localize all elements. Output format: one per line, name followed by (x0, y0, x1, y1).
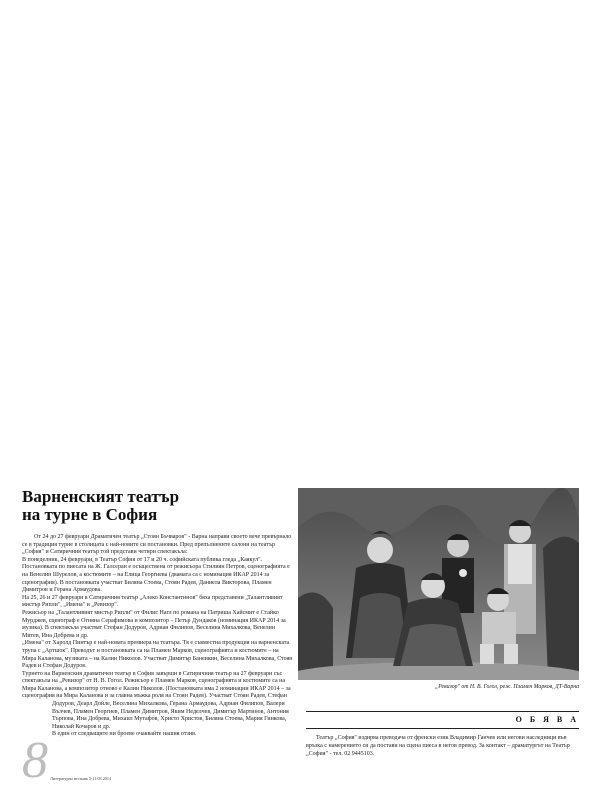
headline-line-1: Варненският театър (22, 487, 180, 506)
article-paragraph: На 25, 26 и 27 февруари в Сатиричния театър „Алеко Константинов" бяха представени „Талантливият мистър Рипли", „Имена" и „Ревизор". (22, 594, 283, 609)
article-paragraph: Режисьор на „Талантливият мистър Рипли" от Филис Нагл по романа на Патриша Хайсмит е Стайко Мурджев, сценограф е Огняна Серафимова и композитор – Петър Дундаков (номинация ИКАР 2014 за музика). В спектакъла участват Стефан Додуров, Адриан Филипов, Веселина Михалкова, Венелин Митев, Ина Добрева и др. (22, 609, 286, 639)
article-paragraph: Додуров, Деарл Дойле, Веселина Михалкова, Герана Армаудова, Адриан Филипов, Валери Вълчев, Пламен Георгиев, Пламен Димитров, Яким Неделчев, Димитър Мартинов, Антония Търпова, Ина Добрева, Михаил Мутафов, Христо Христов, Биляна Стоева, Мария Гинкова, Николай Кочаров и др. (52, 701, 289, 730)
article-body (22, 534, 294, 739)
play-photo (298, 488, 579, 680)
article-paragraph: В понеделник, 24 февруари, в Театър София от 17 и 20 ч. софийската публика гледа „Каякул". Постановката по пиесата на Ж. Галсеран е осъществена от режисьора Стилиян Петров, сценографията е на Венелин Шурелов, а костюмите – на Елица Георгиева (двамата са с номинация ИКАР 2014 за сценография). В постановката участват Биляна Стоева, Стоян Радев, Даниела Викторова, Пламен Димитров и Герана Армаудова. (22, 556, 290, 594)
article-paragraph: „Имена" от Харолд Пинтър е най-новата премиера на театъра. Тя е съвместна продукция на варненската трупа с „Артшок". Преводът и постановката са на Пламен Марков, сценографията и костюмите – на Мира Каланова, музиката – на Калин Николов. Участват Димитър Банеикин, Веселина Михалкова, Стоян Радев и Стефан Додуров. (22, 640, 293, 670)
page-number: 8 (22, 732, 48, 789)
photo-caption: „Ревизор" от Н. В. Гогол, реж. Пламен Марков, ДТ-Варна (434, 684, 579, 690)
article-paragraph: В един от следващите ни броеве очаквайте нашия отзив. (52, 731, 197, 738)
article-headline (22, 488, 294, 524)
article-paragraph: От 24 до 27 февруари Драматичен театър „Стоян Бъчваров" - Варна направи своето вече превърнало се в традиция турне в столицата с най-новите си постановки. Пред препълнените салони на театър „София" и Сатиричния театър той представи четири спектакъла: (22, 534, 292, 556)
notice-bottom-rule (306, 728, 579, 729)
notice-body (306, 735, 579, 758)
article (22, 488, 294, 739)
stage-scene-illustration (298, 488, 579, 680)
article-paragraph: Турнето на Варненския драматичен театър в София завърши в Сатиричния театър на 27 февруари със спектакъла на „Ревизор" от Н. В. Гогол. Режисьор е Пламен Марков, сценографията и костюмите са на Мира Каланова, а композитор отново е Калин Николов. (Постановката има 2 номинации ИКАР 2014 – за сценография на Мира Каланова и за главна мъжка роля на Стоян Радев). Участват Стоян Радев, Стефан (22, 670, 291, 700)
headline-line-2: на турне в София (22, 505, 158, 524)
issue-footnote: Литературен вестник 5-11.03.2014 (50, 776, 112, 781)
notice-text: Театър „София" издирва преводача от френски език Владимир Ганчев или негови наследници във връзка с намерението си да постави на сцена пиеса в негов превод. За контакт – драматургът на Театър „София" - тел. 02 9445103. (306, 735, 570, 757)
notice-title: О Б Я В А (515, 715, 579, 724)
notice-top-rule (306, 711, 579, 712)
